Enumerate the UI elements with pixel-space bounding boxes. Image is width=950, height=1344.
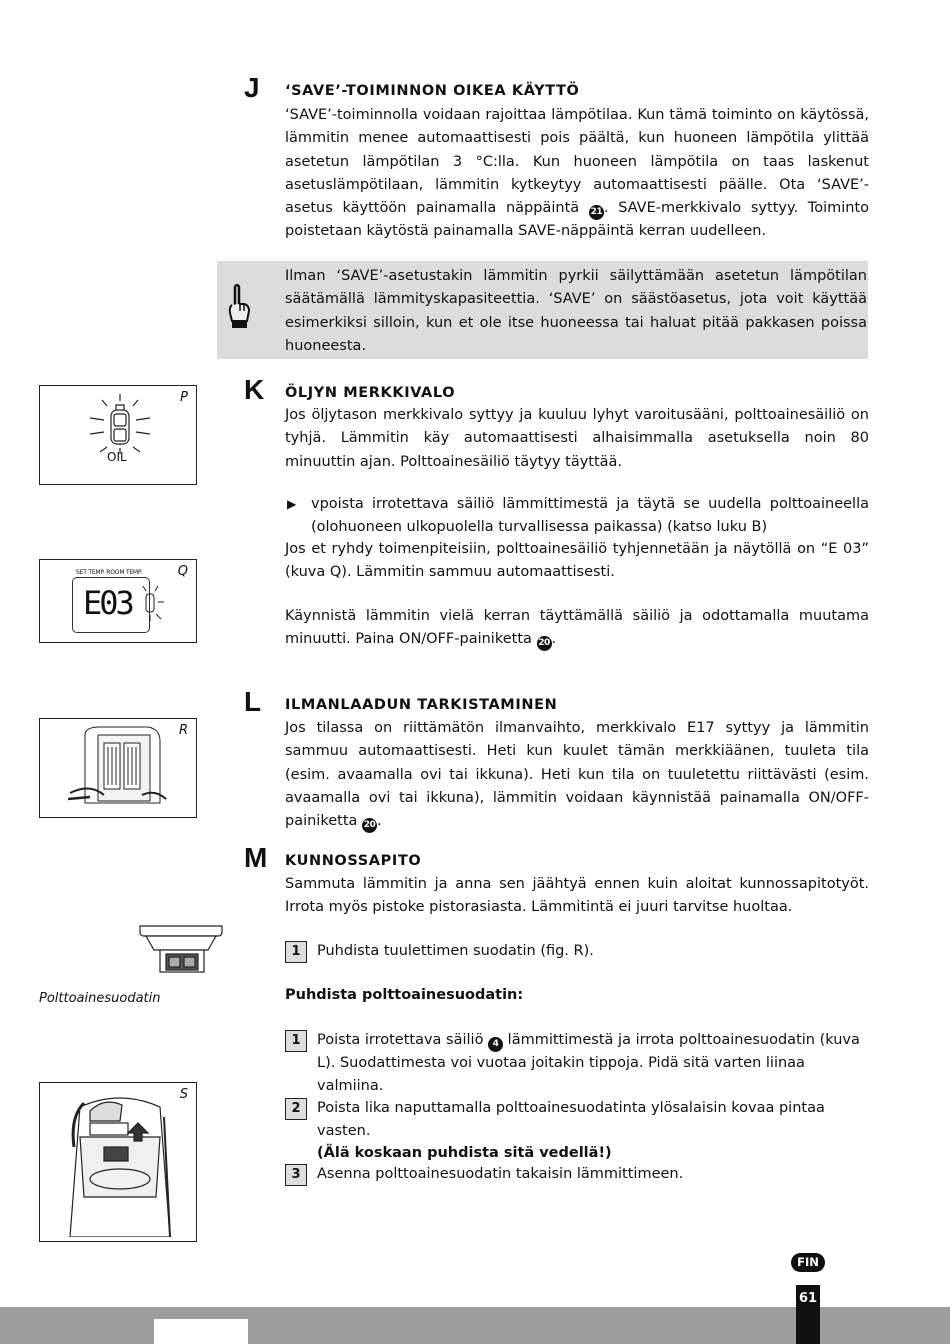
step-text	[317, 1029, 869, 1097]
filter-removal-illustration	[60, 1087, 180, 1237]
step-number-box: 1	[285, 1030, 307, 1052]
figure-label: S	[179, 1087, 188, 1102]
step-1-text-b: lämmittimestä ja irrota polttoainesuodatin (kuva L). Suodattimesta voi vuotaa joitakin tippoja. Pidä sitä varten liinaa valmiina.	[317, 1032, 860, 1094]
section-l-body: Jos tilassa on riittämätön ilmanvaihto, merkkivalo E17 syttyy ja lämmitin sammuu automaattisesti. Heti kun kuulet tämän merkkiäänen, tuuleta tila (esim. avaamalla ovi tai ikkuna). Heti kun tila on tuuletettu riittävästi (esim. avaamalla ovi tai ikkuna), lämmitin voidaan käynnistää painamalla ON/OFF-painiketta	[285, 720, 869, 830]
step-1-text-a: Poista irrotettava säiliö	[317, 1032, 484, 1048]
note-text: Ilman ‘SAVE’-asetustakin lämmitin pyrkii säilyttämään asetetun lämpötilan säätämällä lämmityskapasiteettia. ‘SAVE’ on säästöasetus, jota voit käyttää esimerkiksi silloin, kun et ole itse huoneessa tai haluat pitää pakkasen poissa huoneesta.	[285, 268, 867, 354]
section-j-text: ‘SAVE’-toiminnolla voidaan rajoittaa lämpötilaa. Kun tämä toiminto on käytössä, lämmitin menee automaattisesti pois päältä, kun huoneen lämpötila ylittää asetetun lämpötilan 3 °C:lla. Kun huoneen lämpötila on taas laskenut asetuslämpötilaan, lämmitin kytkeytyy automaattisesti päälle. Ota ‘SAVE’-asetus käyttöön painamalla näppäintä	[285, 107, 869, 217]
fuel-filter-illustration	[138, 922, 224, 978]
section-k-para-3	[285, 605, 869, 652]
button-ref-21-icon: 21	[589, 205, 604, 220]
step-number-box: 1	[285, 941, 307, 963]
section-j-text-2: . SAVE-merkkivalo syttyy. Toiminto poistetaan käytöstä painamalla SAVE-näppäintä kerran uudelleen.	[285, 200, 869, 240]
display-header: SET TEMP. ROOM TEMP.	[76, 569, 143, 576]
figure-label: R	[178, 723, 188, 738]
figure-p	[39, 385, 197, 485]
section-heading-m: KUNNOSSAPITO	[285, 853, 422, 869]
page-number: 61	[796, 1285, 820, 1344]
section-letter-l: L	[244, 686, 262, 717]
figure-s	[39, 1082, 197, 1242]
oil-label: OIL	[107, 450, 127, 464]
figure-q	[39, 559, 197, 643]
pointing-hand-icon	[223, 283, 253, 333]
section-k-para-3-end: .	[551, 631, 557, 648]
figure-label: P	[180, 390, 188, 405]
section-l-end: .	[377, 813, 382, 830]
footer-white-block	[154, 1319, 248, 1344]
section-k-para-3-text: Käynnistä lämmitin vielä kerran täyttämällä säiliö ja odottamalla muutama minuutti. Paina ON/OFF-painiketta	[285, 608, 869, 648]
section-heading-l: ILMANLAADUN TARKISTAMINEN	[285, 697, 558, 713]
heater-filter-illustration	[60, 723, 170, 813]
bullet-arrow-icon: ▶	[287, 497, 297, 511]
step-2-warning: (Älä koskaan puhdista sitä vedellä!)	[317, 1145, 612, 1161]
language-badge: FIN	[791, 1253, 825, 1272]
section-body-j	[285, 104, 869, 244]
step-text	[317, 1097, 869, 1165]
error-code: E03	[83, 584, 132, 622]
section-k-bullet: vpoista irrotettava säiliö lämmittimestä ja täytä se uudella polttoaineella (olohuoneen ulkopuolella turvallisessa paikassa) (katso luku B)	[311, 496, 869, 536]
section-letter-m: M	[244, 842, 268, 873]
part-ref-4-icon: 4	[488, 1037, 503, 1052]
figure-r	[39, 718, 197, 818]
section-k-para-1: Jos öljytason merkkivalo syttyy ja kuuluu lyhyt varoitusääni, polttoainesäiliö on tyhjä. Lämmitin käy automaattisesti alhaisimmalla asetuksella noin 80 minuuttin ajan. Polttoainesäiliö täytyy täyttää.	[285, 407, 869, 470]
figure-label: Q	[177, 564, 188, 579]
section-l-text	[285, 717, 869, 833]
step-text: Puhdista tuulettimen suodatin (fig. R).	[317, 943, 594, 959]
step-text: Asenna polttoainesuodatin takaisin lämmittimeen.	[317, 1166, 684, 1182]
section-m-intro: Sammuta lämmitin ja anna sen jäähtyä ennen kuin aloitat kunnossapitotyöt. Irrota myös pistoke pistorasiasta. Lämmitintä ei juuri tarvitse huoltaa.	[285, 876, 869, 916]
button-ref-20-icon: 20	[362, 818, 377, 833]
button-ref-20-icon: 20	[537, 636, 552, 651]
section-heading-j: ‘SAVE’-TOIMINNON OIKEA KÄYTTÖ	[285, 83, 580, 99]
flashing-indicator-icon	[140, 580, 168, 630]
step-2-text-a: Poista lika naputtamalla polttoainesuodatinta ylösalaisin kovaa pintaa vasten.	[317, 1100, 825, 1139]
section-k-para-2: Jos et ryhdy toimenpiteisiin, polttoainesäiliö tyhjennetään ja näytöllä on “E 03” (kuva Q). Lämmitin sammuu automaattisesti.	[285, 541, 869, 581]
lcd-display	[72, 577, 150, 633]
subheading: Puhdista polttoainesuodatin:	[285, 987, 524, 1003]
note-box	[217, 261, 868, 359]
section-heading-k: ÖLJYN MERKKIVALO	[285, 385, 456, 401]
oil-indicator-icon	[80, 392, 160, 478]
step-number-box: 3	[285, 1164, 307, 1186]
section-letter-j: J	[244, 72, 260, 103]
figure-caption: Polttoainesuodatin	[39, 991, 161, 1006]
section-letter-k: K	[244, 374, 265, 405]
step-number-box: 2	[285, 1098, 307, 1120]
